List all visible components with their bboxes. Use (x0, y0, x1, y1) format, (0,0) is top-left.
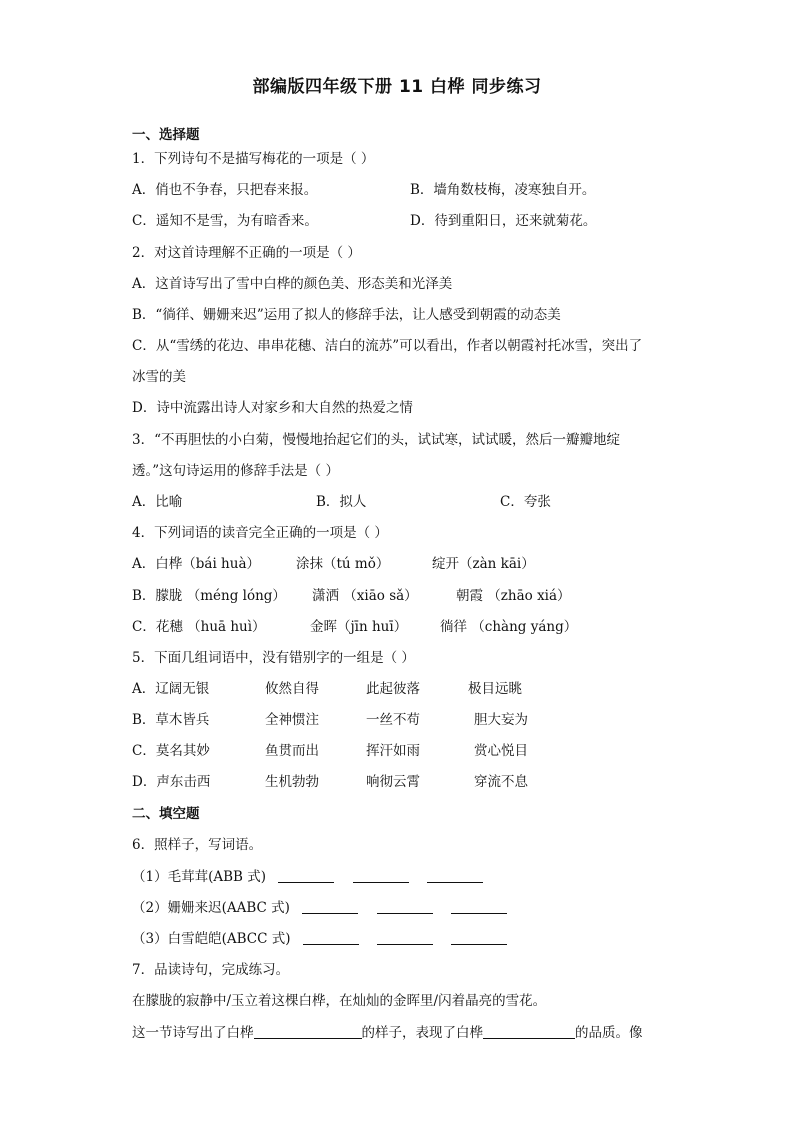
question-6-stem: 6．照样子，写词语。 (132, 837, 263, 853)
answer-blank[interactable] (483, 1024, 575, 1039)
question-3-option-b: B．拟人 (316, 494, 367, 510)
question-6-item-2 (132, 898, 507, 918)
question-2-option-c: C．从“雪绣的花边、串串花穗、洁白的流苏”可以看出，作者以朝霞衬托冰雪，突出了 (132, 338, 643, 354)
fill-text: 这一节诗写出了白桦 (132, 1025, 254, 1041)
question-7-fill-line (132, 1023, 643, 1043)
question-1-option-c: C．遥知不是雪，为有暗香来。 (132, 213, 318, 229)
answer-blank[interactable] (377, 899, 433, 914)
item-label: （2）姗姗来迟(AABC 式) (132, 900, 290, 916)
fill-text: 的品质。像 (575, 1025, 643, 1041)
question-2-option-a: A．这首诗写出了雪中白桦的颜色美、形态美和光泽美 (132, 276, 453, 292)
pinyin-term: C．花穗 （huā huì） (132, 619, 266, 635)
pinyin-term: 绽开（zàn kāi） (432, 556, 535, 572)
answer-blank[interactable] (451, 930, 507, 945)
question-2-option-c-continued: 冰雪的美 (132, 369, 186, 385)
question-1-option-a: A．俏也不争春，只把春来报。 (132, 182, 318, 198)
question-6-item-3 (132, 929, 507, 949)
word-item: 全神惯注 (265, 712, 319, 728)
answer-blank[interactable] (451, 899, 507, 914)
question-1-option-b: B．墙角数枝梅，凌寒独自开。 (410, 182, 596, 198)
question-2-stem: 2．对这首诗理解不正确的一项是（ ） (132, 245, 361, 261)
question-6-item-1 (132, 867, 483, 887)
section-heading-choice: 一、选择题 (132, 127, 200, 143)
pinyin-term: 涂抹（tú mǒ） (296, 556, 390, 572)
question-1-stem: 1．下列诗句不是描写梅花的一项是（ ） (132, 151, 375, 167)
word-item: 此起彼落 (366, 681, 420, 697)
section-heading-fill-in: 二、填空题 (132, 806, 200, 822)
question-3-option-c: C．夸张 (500, 494, 551, 510)
pinyin-term: B．朦胧 （méng lóng） (132, 588, 286, 604)
pinyin-term: 徜徉 （chàng yáng） (440, 619, 578, 635)
question-4-stem: 4．下列词语的读音完全正确的一项是（ ） (132, 525, 388, 541)
question-1-option-d: D．待到重阳日，还来就菊花。 (410, 213, 597, 229)
word-item: 鱼贯而出 (265, 743, 319, 759)
question-5-stem: 5．下面几组词语中，没有错别字的一组是（ ） (132, 650, 415, 666)
answer-blank[interactable] (427, 868, 483, 883)
answer-blank[interactable] (278, 868, 334, 883)
question-7-stem: 7．品读诗句，完成练习。 (132, 962, 290, 978)
page-title: 部编版四年级下册 11 白桦 同步练习 (252, 77, 542, 97)
word-item: 一丝不苟 (366, 712, 420, 728)
fill-text: 的样子，表现了白桦 (361, 1025, 483, 1041)
word-item: 极目远眺 (468, 681, 522, 697)
pinyin-term: A．白桦（bái huà） (132, 556, 260, 572)
word-item: C．莫名其妙 (132, 743, 210, 759)
pinyin-term: 金晖（jīn huī） (310, 619, 408, 635)
pinyin-term: 潇洒 （xiāo sǎ） (312, 588, 418, 604)
word-item: 攸然自得 (265, 681, 319, 697)
question-3-option-a: A．比喻 (132, 494, 183, 510)
word-item: 生机勃勃 (265, 774, 319, 790)
question-2-option-b: B．“徜徉、姗姗来迟”运用了拟人的修辞手法，让人感受到朝霞的动态美 (132, 307, 561, 323)
item-label: （1）毛茸茸(ABB 式) (132, 869, 267, 885)
answer-blank[interactable] (302, 899, 358, 914)
answer-blank[interactable] (254, 1024, 362, 1039)
question-2-option-d: D．诗中流露出诗人对家乡和大自然的热爱之情 (132, 400, 413, 416)
answer-blank[interactable] (303, 930, 359, 945)
answer-blank[interactable] (353, 868, 409, 883)
pinyin-term: 朝霞 （zhāo xiá） (456, 588, 571, 604)
word-item: B．草木皆兵 (132, 712, 210, 728)
word-item: A．辽阔无银 (132, 681, 210, 697)
word-item: 赏心悦目 (474, 743, 528, 759)
word-item: 穿流不息 (474, 774, 528, 790)
question-3-stem: 3．“不再胆怯的小白菊，慢慢地抬起它们的头，试试寒，试试暖，然后一瓣瓣地绽 (132, 432, 620, 448)
word-item: 挥汗如雨 (366, 743, 420, 759)
word-item: 响彻云霄 (366, 774, 420, 790)
item-label: （3）白雪皑皑(ABCC 式) (132, 931, 291, 947)
question-7-poem: 在朦胧的寂静中/玉立着这棵白桦，在灿灿的金晖里/闪着晶亮的雪花。 (132, 993, 547, 1009)
question-3-stem-continued: 透。”这句诗运用的修辞手法是（ ） (132, 463, 339, 479)
word-item: 胆大妄为 (474, 712, 528, 728)
word-item: D．声东击西 (132, 774, 211, 790)
answer-blank[interactable] (377, 930, 433, 945)
